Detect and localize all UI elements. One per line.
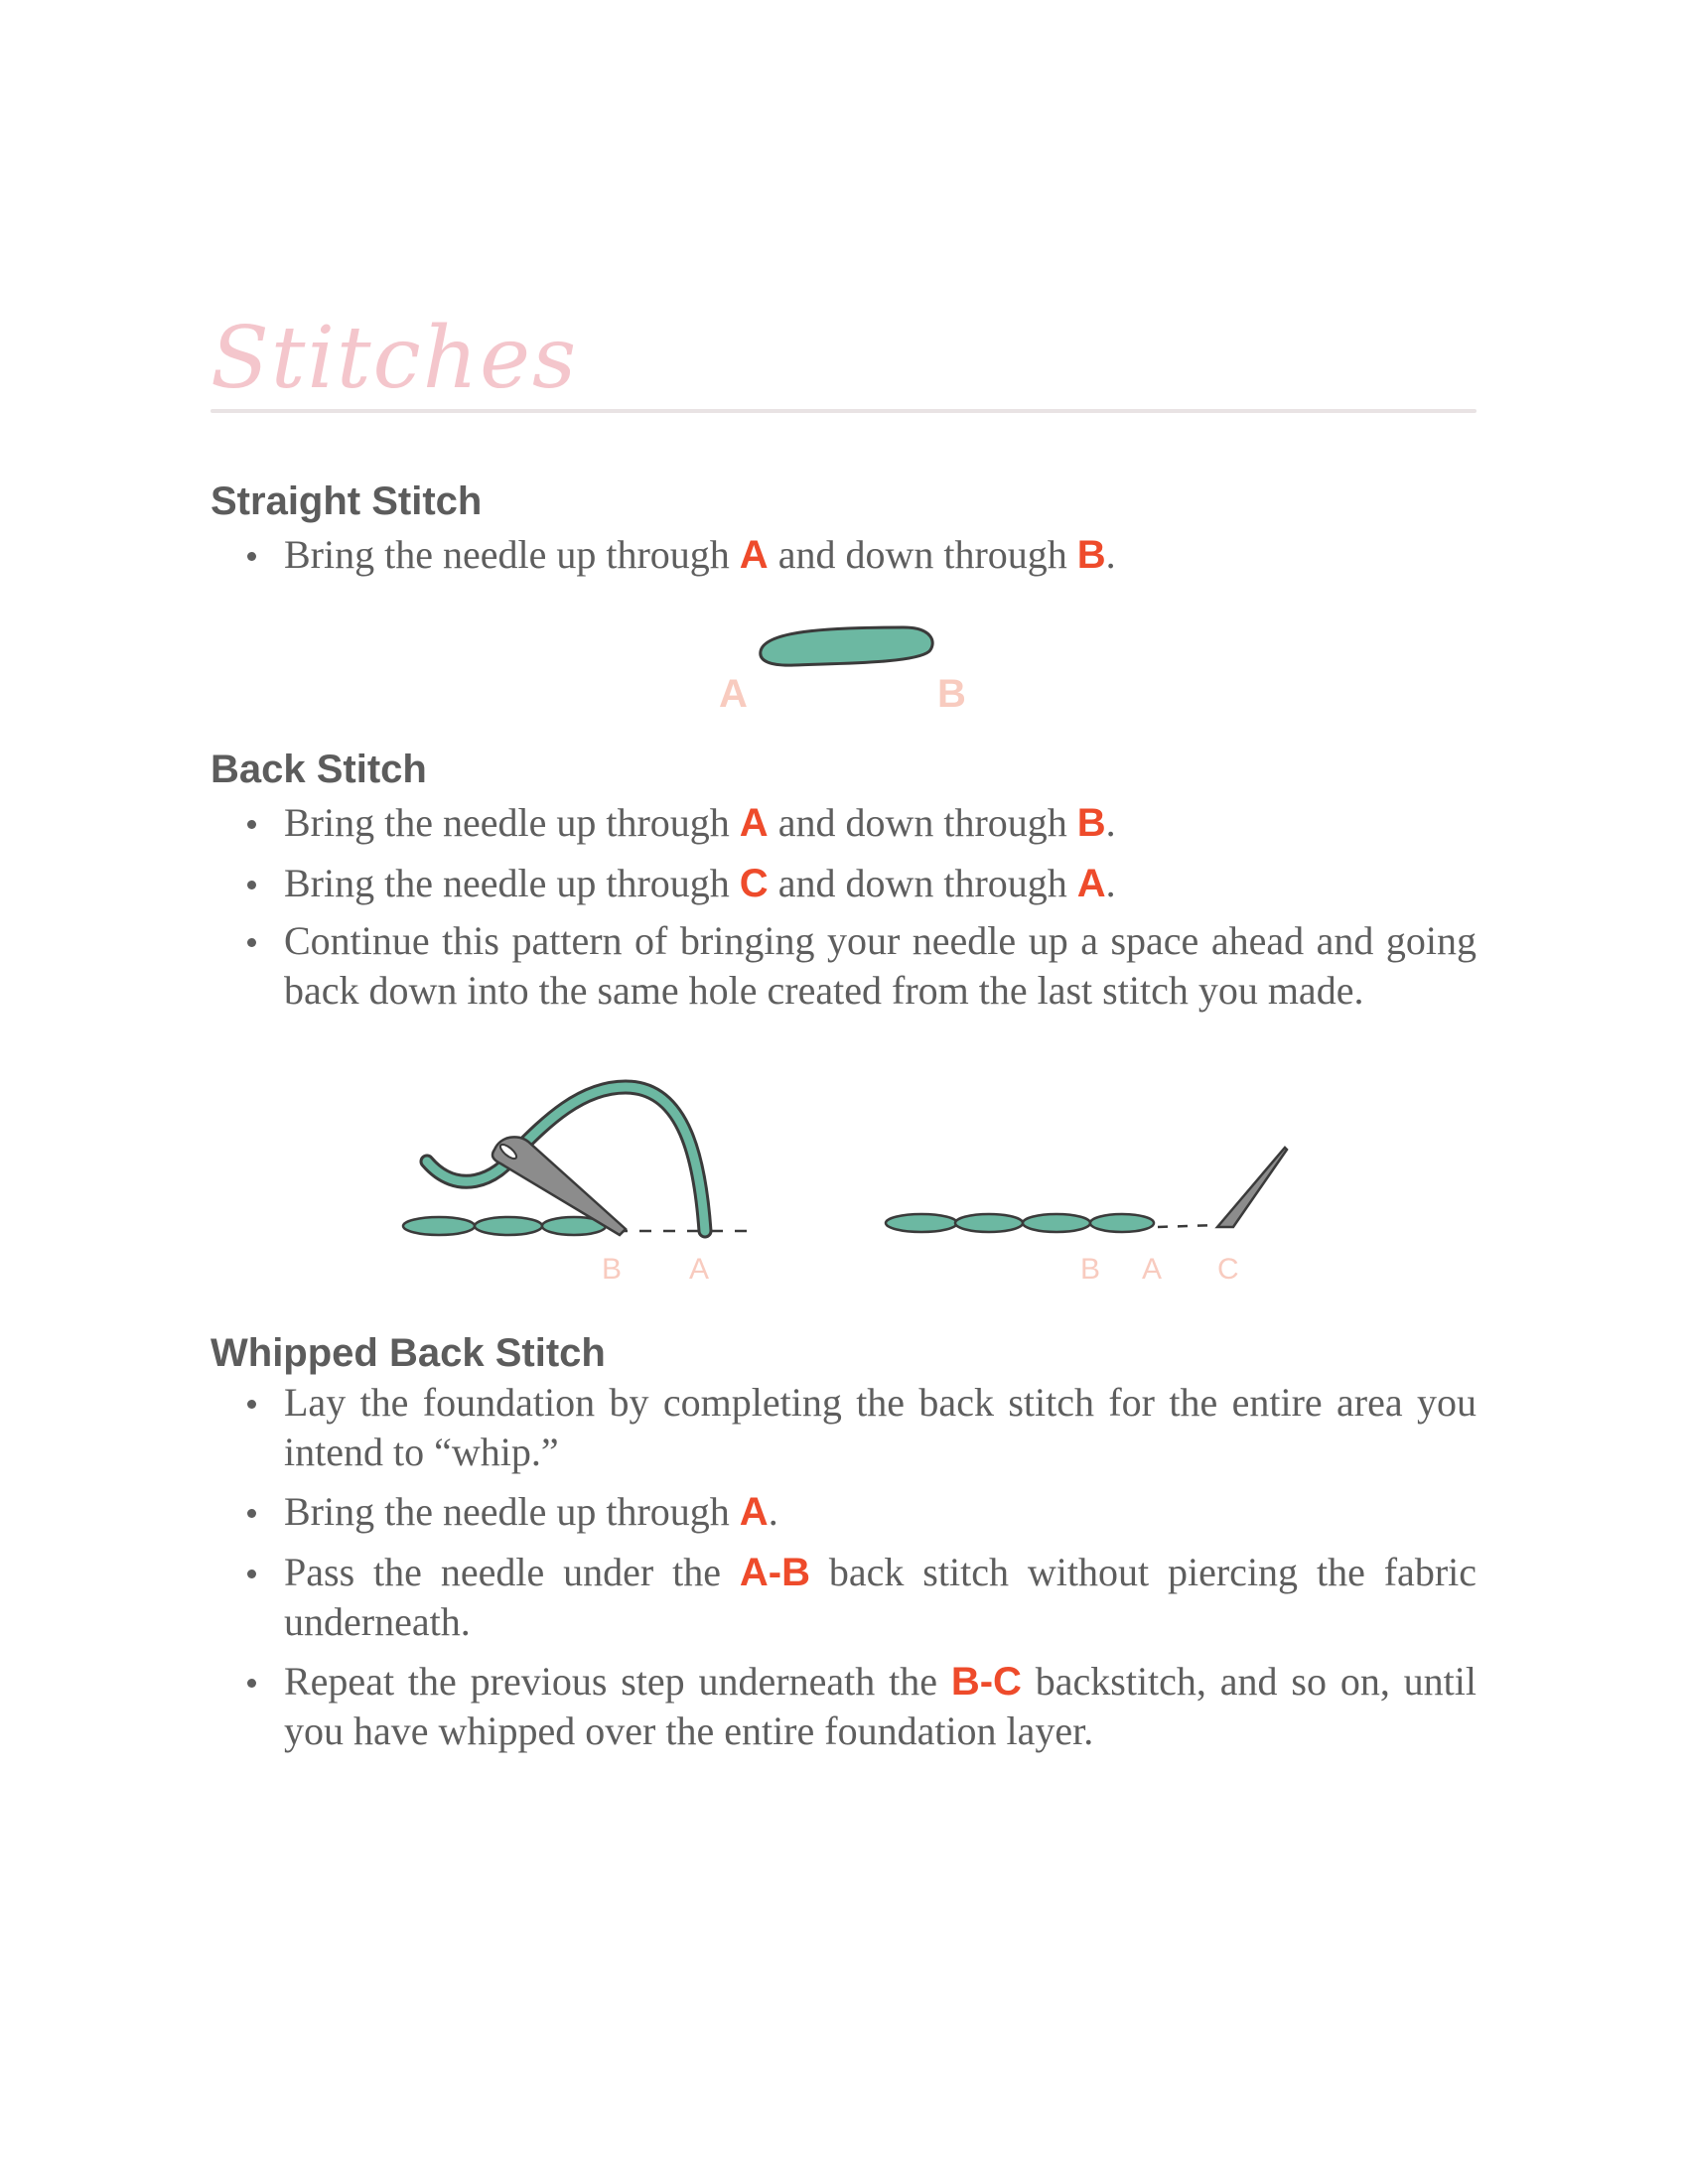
section-heading: Whipped Back Stitch xyxy=(211,1331,606,1375)
needle xyxy=(1217,1148,1287,1227)
list-item xyxy=(211,1548,1477,1647)
item-text: Bring the needle up through xyxy=(284,532,740,577)
label-a: A xyxy=(689,1253,710,1286)
label-a: A xyxy=(1142,1253,1163,1286)
list-item xyxy=(211,1657,1477,1756)
item-text: . xyxy=(1105,532,1116,577)
point-label: A xyxy=(739,533,769,577)
item-text: Bring the needle up through xyxy=(284,861,740,905)
item-text: Bring the needle up through xyxy=(284,1489,740,1534)
stitch-path-dashed xyxy=(1158,1225,1217,1227)
item-text: . xyxy=(768,1489,778,1534)
section-heading: Back Stitch xyxy=(211,748,427,791)
item-text: . xyxy=(1105,861,1116,905)
item-text: back stitch without piercing the fabric underneath. xyxy=(284,1550,1477,1644)
list-item xyxy=(211,916,1477,1016)
item-text: . xyxy=(1105,800,1116,845)
section-whipped-back-stitch xyxy=(211,1330,1477,1756)
item-text: Lay the foundation by completing the back stitch for the entire area you intend to “whip.” xyxy=(284,1380,1477,1474)
label-b: B xyxy=(1080,1253,1101,1286)
thread-stitch xyxy=(1023,1214,1090,1232)
thread-stitch xyxy=(886,1214,957,1232)
back-stitch-diagram xyxy=(397,1052,1291,1300)
point-label: A xyxy=(739,801,769,845)
item-text: and down through xyxy=(768,532,1077,577)
item-text: Repeat the previous step underneath the xyxy=(284,1659,951,1704)
thread-stitch xyxy=(761,627,932,665)
point-label: B xyxy=(1076,801,1106,845)
point-label: A xyxy=(739,1490,769,1534)
back-stitch-step-2 xyxy=(886,1148,1287,1286)
title-divider xyxy=(211,409,1477,413)
thread-stitch xyxy=(475,1217,542,1235)
item-text: Pass the needle under the xyxy=(284,1550,740,1594)
point-label: A-B xyxy=(739,1551,810,1594)
list-item xyxy=(211,798,1477,848)
label-b: B xyxy=(937,672,966,716)
thread-stitch xyxy=(955,1214,1023,1232)
list-item xyxy=(211,1487,1477,1537)
section-back-stitch xyxy=(211,747,1477,1016)
point-label: B xyxy=(1076,533,1106,577)
label-a: A xyxy=(719,672,748,716)
straight-stitch-diagram xyxy=(695,606,993,720)
list-item xyxy=(211,859,1477,908)
point-label: B-C xyxy=(950,1660,1022,1704)
item-text: backstitch, and so on, until you have whipped over the entire foundation layer. xyxy=(284,1659,1477,1753)
item-text: and down through xyxy=(768,800,1077,845)
list-item xyxy=(211,1378,1477,1477)
point-label: C xyxy=(739,862,769,905)
page-title: Stitches xyxy=(211,309,579,408)
section-heading: Straight Stitch xyxy=(211,479,483,523)
thread-stitch xyxy=(403,1217,475,1235)
item-text: Bring the needle up through xyxy=(284,800,740,845)
item-text: and down through xyxy=(768,861,1077,905)
point-label: A xyxy=(1076,862,1106,905)
thread-stitch xyxy=(1090,1214,1154,1232)
item-text: Continue this pattern of bringing your needle up a space ahead and going back down into the same hole created from the last stitch you made. xyxy=(284,918,1477,1013)
list-item xyxy=(211,530,1477,580)
back-stitch-step-1 xyxy=(403,1087,755,1286)
label-c: C xyxy=(1217,1253,1239,1286)
section-straight-stitch xyxy=(211,478,1477,580)
label-b: B xyxy=(602,1253,623,1286)
